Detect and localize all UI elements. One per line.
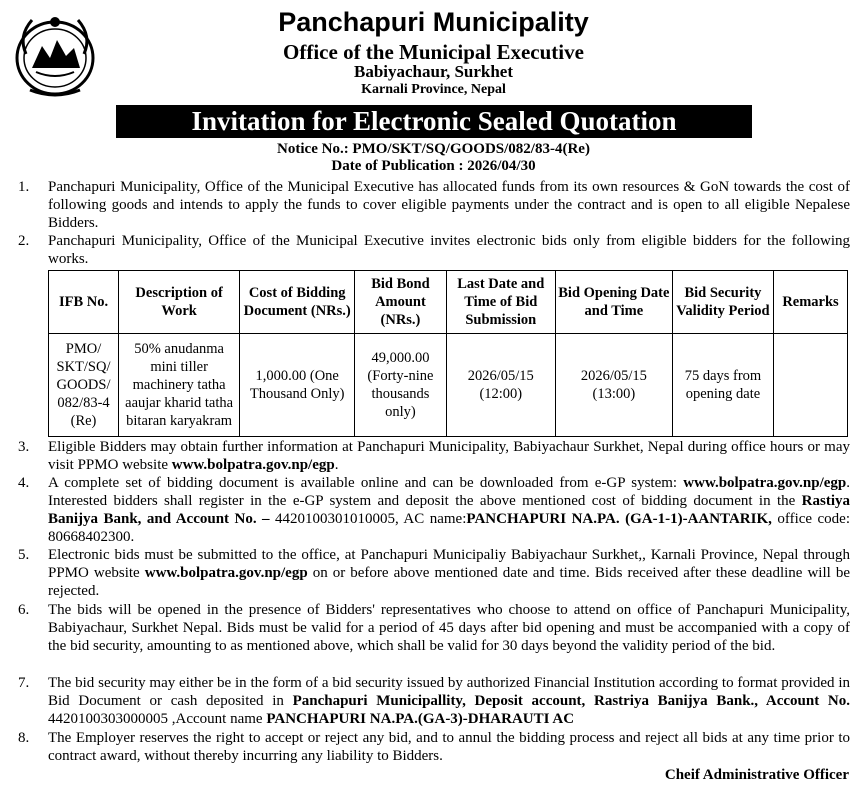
table-cell: 1,000.00 (One Thousand Only): [240, 334, 355, 437]
table-cell: 2026/05/15 (13:00): [555, 334, 672, 437]
paragraph-text: 4420100303000005 ,Account name: [48, 711, 267, 727]
paragraph-number: 8.: [18, 730, 30, 746]
paragraph-text: Panchapuri Municipality, Office of the Municipal Executive invites electronic bids only from eligible bidders for the following works.: [48, 233, 850, 267]
bank-account-label: Rastiya Banijya Bank, and Account No. –: [48, 493, 850, 527]
paragraph-1: [18, 178, 850, 232]
table-cell: 49,000.00 (Forty-nine thousands only): [355, 334, 447, 437]
column-header: Bid Security Validity Period: [672, 271, 773, 334]
paragraph-4: [18, 474, 850, 546]
paragraph-3: [18, 438, 850, 474]
paragraph-number: 5.: [18, 547, 30, 563]
paragraph-8: [18, 729, 850, 765]
account-name: PANCHAPURI NA.PA.(GA-3)-DHARAUTI AC: [266, 711, 575, 727]
notice-number: Notice No.: PMO/SKT/SQ/GOODS/082/83-4(Re): [277, 141, 590, 157]
paragraph-text: . Interested bidders shall register in the e-GP system and deposit the above mentioned cost of bidding document in the: [48, 475, 850, 509]
paragraph-7: [18, 674, 850, 728]
office-name: Office of the Municipal Executive: [283, 40, 584, 64]
paragraph-text: Eligible Bidders may obtain further information at Panchapuri Municipality, Babiyachaur Surkhet, Nepal during office hours or may visit PPMO website: [48, 439, 850, 473]
paragraph-number: 1.: [18, 179, 30, 195]
paragraph-text: The bid security may either be in the form of a bid security issued by authorized Financial Institution according to format provided in Bid Document or cash deposited in: [48, 675, 850, 709]
table-cell: 50% anudanma mini tiller machinery tatha aaujar kharid tatha bitaran karyakram: [119, 334, 240, 437]
table-header-row: [49, 271, 848, 334]
table-cell: PMO/ SKT/SQ/ GOODS/ 082/83-4 (Re): [49, 334, 119, 437]
paragraph-text: Electronic bids must be submitted to the office, at Panchapuri Municipaliy Babiyachaur Surkhet,, Karnali Province, Nepal through PPMO website: [48, 547, 850, 581]
column-header: Bid Bond Amount (NRs.): [355, 271, 447, 334]
paragraph-text: office code: 80668402300.: [48, 511, 850, 545]
table-cell: 2026/05/15 (12:00): [446, 334, 555, 437]
signatory-title: Cheif Administrative Officer: [664, 767, 849, 783]
paragraph-number: 3.: [18, 439, 30, 455]
office-location: Babiyachaur, Surkhet: [353, 62, 514, 81]
column-header: Description of Work: [119, 271, 240, 334]
paragraph-text: A complete set of bidding document is available online and can be downloaded from e-GP system:: [48, 475, 684, 491]
publication-date: Date of Publication : 2026/04/30: [331, 158, 536, 174]
paragraph-5: [18, 546, 850, 600]
bids-table: [48, 270, 848, 437]
organization-name: Panchapuri Municipality: [278, 7, 589, 37]
deposit-account-label: Panchapuri Municipallity, Deposit account, Rastriya Banijya Bank., Account No.: [292, 693, 850, 709]
paragraph-number: 2.: [18, 233, 30, 249]
paragraph-text: on or before above mentioned date and time. Bids received after these deadline will be rejected.: [48, 565, 850, 599]
notice-banner-title: Invitation for Electronic Sealed Quotation: [116, 105, 752, 138]
website-link[interactable]: www.bolpatra.gov.np/egp: [144, 565, 308, 581]
paragraph-number: 6.: [18, 602, 30, 618]
paragraph-number: 4.: [18, 475, 30, 491]
website-link[interactable]: www.bolpatra.gov.np/egp: [171, 457, 335, 473]
paragraph-number: 7.: [18, 675, 30, 691]
column-header: IFB No.: [49, 271, 119, 334]
table-cell: 75 days from opening date: [672, 334, 773, 437]
paragraph-text: Panchapuri Municipality, Office of the Municipal Executive has allocated funds from its own resources & GoN towards the cost of following goods and intends to apply the funds to cover eligible payments under the contract and is open to all eligible Nepalese Bidders.: [48, 179, 850, 231]
paragraph-2: [18, 232, 850, 268]
column-header: Cost of Bidding Document (NRs.): [240, 271, 355, 334]
table-cell: [774, 334, 848, 437]
paragraph-text: .: [334, 457, 339, 473]
table-row: [49, 334, 848, 437]
province-name: Karnali Province, Nepal: [361, 82, 506, 97]
website-link[interactable]: www.bolpatra.gov.np/egp: [683, 475, 847, 491]
paragraph-text: The Employer reserves the right to accept or reject any bid, and to annul the bidding process and reject all bids at any time prior to contract award, without thereby incurring any liability to Bidders.: [48, 730, 850, 764]
paragraph-text: 4420100301010005, AC name:: [269, 511, 467, 527]
paragraph-text: The bids will be opened in the presence of Bidders' representatives who choose to attend on office of Panchapuri Municipality, Babiyachaur, Surkhet Nepal. Bids must be valid for a period of 45 days after bid opening and must be accompanied with a copy of the bid security, amounting to as mentioned above, which shall be valid for 30 days beyond the validity period of the bid.: [48, 602, 850, 654]
column-header: Last Date and Time of Bid Submission: [446, 271, 555, 334]
column-header: Remarks: [774, 271, 848, 334]
account-name: PANCHAPURI NA.PA. (GA-1-1)-AANTARIK,: [466, 511, 772, 527]
paragraph-6: [18, 601, 850, 655]
column-header: Bid Opening Date and Time: [555, 271, 672, 334]
